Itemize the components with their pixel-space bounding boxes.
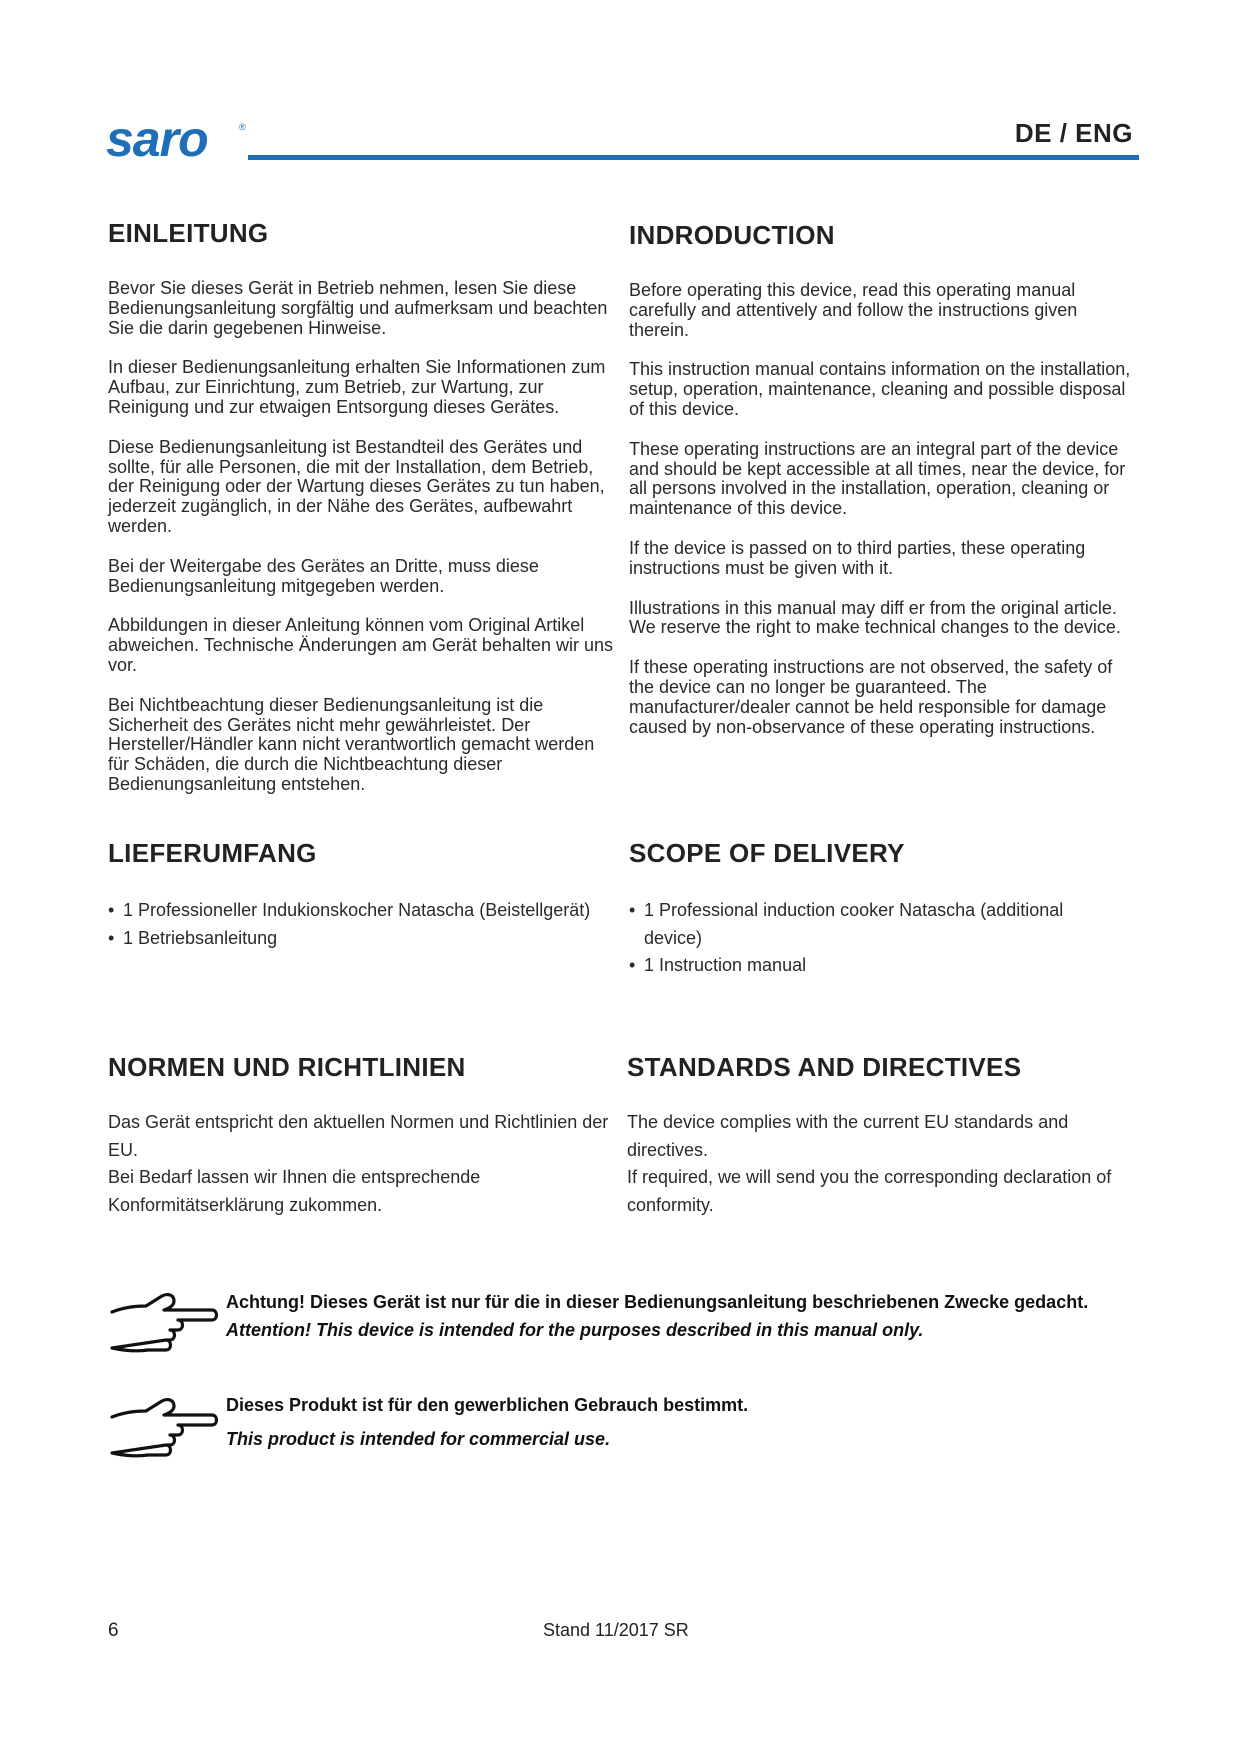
standards-text: The device complies with the current EU standards and directives. If required, we will send you the corresponding declaration of conformity. [627, 1112, 1112, 1215]
paragraph: If these operating instructions are not observed, the safety of the device can no longer be guaranteed. The manufacturer/dealer cannot be held responsible for damage caused by non-observance of these operating instructions. [629, 657, 1113, 737]
pointing-hand-icon [108, 1290, 220, 1370]
paragraph: Bevor Sie dieses Gerät in Betrieb nehmen, lesen Sie diese Bedienungsanleitung sorgfältig und aufmerksam und beachten Sie die darin gegebenen Hinweise. [108, 278, 608, 338]
section-title-lieferumfang: LIEFERUMFANG [108, 838, 317, 868]
header-rule [248, 155, 1139, 160]
section-title-introduction: INDRODUCTION [629, 220, 835, 250]
standards-de [108, 1052, 626, 1219]
section-title-standards: STANDARDS AND DIRECTIVES [627, 1052, 1022, 1082]
note-de: Dieses Produkt ist für den gewerblichen Gebrauch bestimmt. [226, 1395, 749, 1415]
paragraph: In dieser Bedienungsanleitung erhalten Sie Informationen zum Aufbau, zur Einrichtung, zum Betrieb, zur Wartung, zur Reinigung und zur etwaigen Entsorgung dieses Gerätes. [108, 357, 606, 417]
saro-logo [106, 116, 256, 166]
section-title-scope-of-delivery: SCOPE OF DELIVERY [629, 838, 905, 868]
delivery-list [629, 897, 1099, 980]
note-text [226, 1290, 1146, 1341]
delivery-list [108, 897, 616, 952]
intro-en [629, 220, 1139, 737]
paragraph: Diese Bedienungsanleitung ist Bestandteil des Gerätes und sollte, für alle Personen, die mit der Installation, dem Betrieb, der Reinigung oder der Wartung dieses Gerätes zu tun haben, jederzeit zugänglich, in der Nähe des Gerätes, aufbewahrt werden. [108, 436, 605, 536]
note-en: Attention! This device is intended for the purposes described in this manual only. [226, 1320, 924, 1340]
language-tag: DE / ENG [1014, 118, 1133, 148]
delivery-en [629, 838, 1099, 980]
note-de: Achtung! Dieses Gerät ist nur für die in dieser Bedienungsanleitung beschriebenen Zwecke gedacht. [226, 1292, 1089, 1312]
paragraph: If the device is passed on to third parties, these operating instructions must be given with it. [629, 537, 1086, 578]
note-text [226, 1395, 1146, 1450]
standards-en [627, 1052, 1141, 1219]
paragraph: This instruction manual contains information on the installation, setup, operation, maintenance, cleaning and possible disposal of this device. [629, 359, 1131, 419]
pointing-hand-icon [108, 1395, 220, 1475]
paragraph: Abbildungen in dieser Anleitung können vom Original Artikel abweichen. Technische Änderungen am Gerät behalten wir uns vor. [108, 615, 613, 675]
intro-de [108, 218, 616, 795]
standards-text: Das Gerät entspricht den aktuellen Normen und Richtlinien der EU. Bei Bedarf lassen wir Ihnen die entsprechende Konformitätserklärung zukommen. [108, 1112, 609, 1215]
paragraph: Bei Nichtbeachtung dieser Bedienungsanleitung ist die Sicherheit des Gerätes nicht mehr gewährleistet. Der Hersteller/Händler kann nicht verantwortlich gemacht werden für Schäden, die durch die Nichtbeachtung dieser Bedienungsanleitung entstehen. [108, 694, 595, 794]
list-item: • 1 Professional induction cooker Natascha (additional device) [629, 897, 1099, 952]
list-item: • 1 Professioneller Indukionskocher Natascha (Beistellgerät) [108, 897, 616, 925]
section-title-normen: NORMEN UND RICHTLINIEN [108, 1052, 466, 1082]
list-item: • 1 Instruction manual [629, 952, 1099, 980]
logo-wordmark: saro [106, 116, 208, 166]
document-version: Stand 11/2017 SR [543, 1620, 689, 1640]
list-item: • 1 Betriebsanleitung [108, 925, 616, 953]
paragraph: Before operating this device, read this operating manual carefully and attentively and follow the instructions given therein. [629, 280, 1078, 340]
delivery-de [108, 838, 616, 952]
svg-text:®: ® [239, 122, 246, 132]
paragraph: Illustrations in this manual may diff er from the original article. We reserve the right to make technical changes to the device. [629, 597, 1121, 638]
section-title-einleitung: EINLEITUNG [108, 218, 269, 248]
paragraph: These operating instructions are an integral part of the device and should be kept accessible at all times, near the device, for all persons involved in the installation, operation, cleaning or maintenance of this device. [629, 438, 1126, 519]
page-number: 6 [108, 1620, 119, 1641]
note-en: This product is intended for commercial use. [226, 1429, 611, 1449]
paragraph: Bei der Weitergabe des Gerätes an Dritte, muss diese Bedienungsanleitung mitgegeben werden. [108, 555, 539, 596]
